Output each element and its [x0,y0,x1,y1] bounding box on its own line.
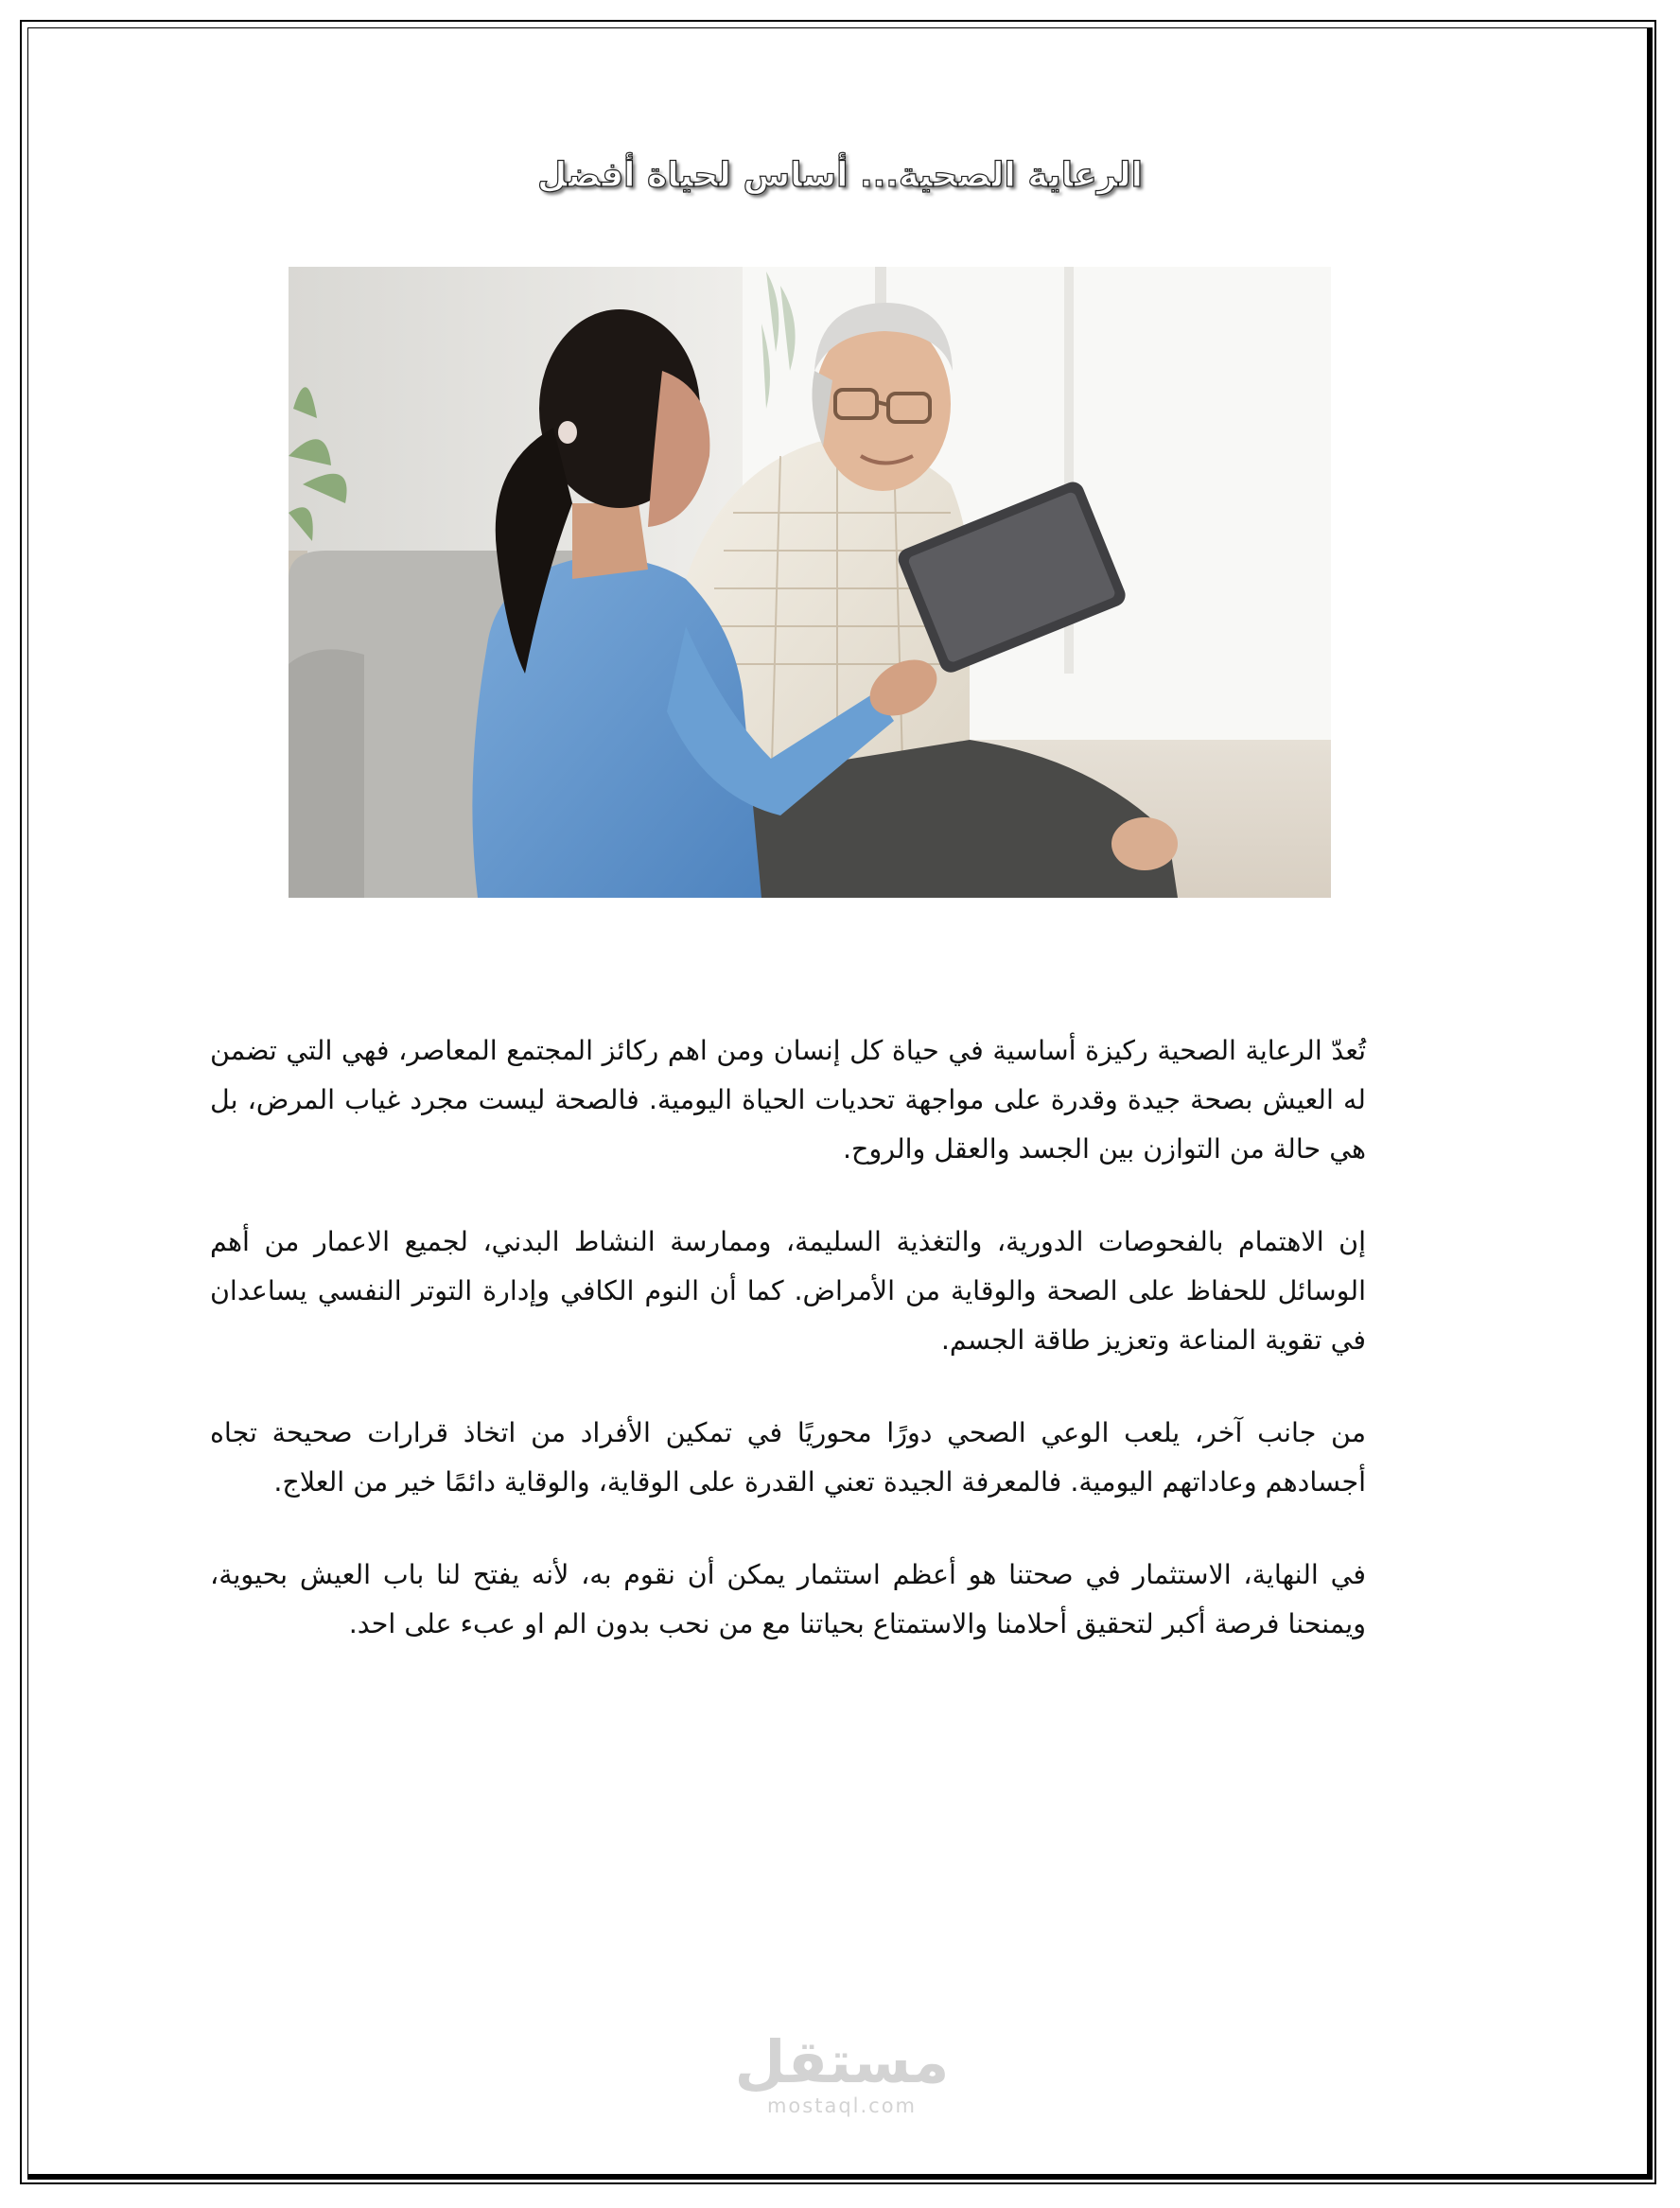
watermark-logo-text: مستقل [734,2027,950,2096]
document-title: الرعاية الصحية... أساس لحياة أفضل [536,156,1144,195]
paragraph-3: من جانب آخر، يلعب الوعي الصحي دورًا محوريًا في تمكين الأفراد من اتخاذ قرارات صحيحة تجاه أجسادهم وعاداتهم اليومية. فالمعرفة الجيدة تعني القدرة على الوقاية، والوقاية دائمًا خير من العلاج. [210,1417,1366,1498]
paragraph-2: إن الاهتمام بالفحوصات الدورية، والتغذية السليمة، وممارسة النشاط البدني، لجميع الاعمار من أهم الوسائل للحفاظ على الصحة والوقاية من الأمراض. كما أن النوم الكافي وإدارة التوتر النفسي يساعدان في تقوية المناعة وتعزيز طاقة الجسم. [210,1226,1366,1356]
nurse-with-elderly-man-tablet-photo [289,267,1331,898]
paragraph-1: تُعدّ الرعاية الصحية ركيزة أساسية في حياة كل إنسان ومن اهم ركائز المجتمع المعاصر، فهي التي تضمن له العيش بصحة جيدة وقدرة على مواجهة تحديات الحياة اليومية. فالصحة ليست مجرد غياب المرض، بل هي حالة من التوازن بين الجسد والعقل والروح. [210,1035,1366,1165]
watermark-url: mostaql.com [766,2094,918,2117]
article-body [210,1026,1366,1692]
paragraph-4: في النهاية، الاستثمار في صحتنا هو أعظم استثمار يمكن أن نقوم به، لأنه يفتح لنا باب العيش بحيوية، ويمنحنا فرصة أكبر لتحقيق أحلامنا والاستمتاع بحياتنا مع من نحب بدون الم او عبء على احد. [210,1559,1366,1639]
mostaql-watermark [728,2029,955,2116]
